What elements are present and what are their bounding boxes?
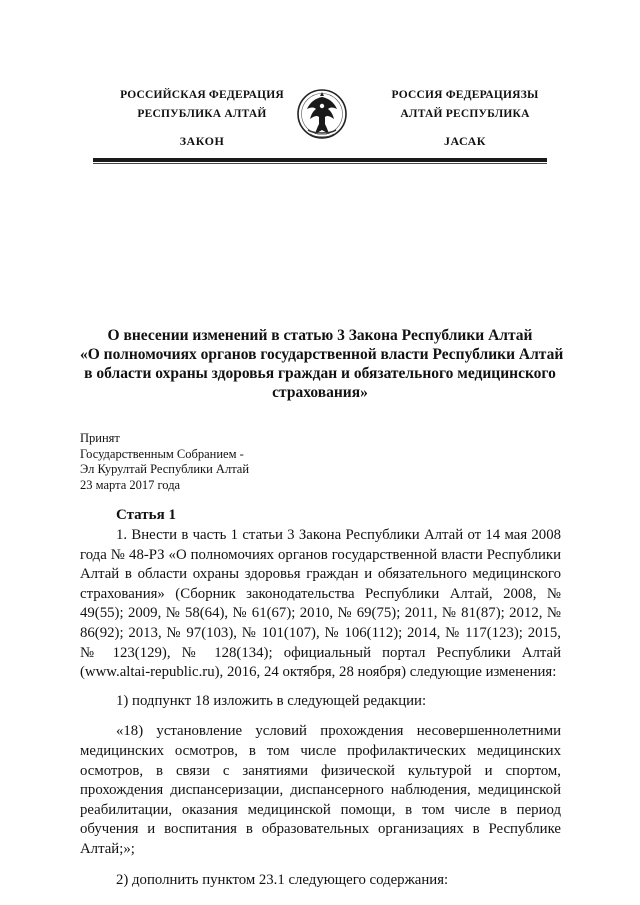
altai-republic-emblem-icon [296, 84, 348, 144]
header-right-country: РОССИЯ ФЕДЕРАЦИЯЗЫ [391, 89, 539, 101]
article-paragraph: 1) подпункт 18 изложить в следующей редакции: [116, 692, 427, 709]
header-divider-thin [93, 163, 547, 164]
law-title-line: страхования» [272, 384, 368, 401]
law-title-line: в области охраны здоровья граждан и обязательного медицинского [84, 365, 556, 382]
header-left-block [87, 86, 317, 151]
header-right-republic: АЛТАЙ РЕСПУБЛИКА [400, 108, 530, 120]
adoption-block [80, 431, 249, 493]
adoption-line: Государственным Собранием - [80, 446, 244, 461]
adoption-line: Принят [80, 431, 120, 445]
law-title-line: О внесении изменений в статью 3 Закона Республики Алтай [107, 327, 533, 344]
header-divider-thick [93, 158, 547, 162]
article-paragraph: 1. Внести в часть 1 статьи 3 Закона Республики Алтай от 14 мая 2008 года № 48-РЗ «О полномочиях органов государственной власти Республики Алтай в области охраны здоровья граждан и обязательного медицинского страхования» (Сборник законодательства Республики Алтай, 2008, № 49(55); 2009, № 58(64), № 61(67); 2010, № 69(75); 2011, № 81(87); 2012, № 86(92); 2013, № 97(103), № 101(107), № 106(112); 2014, № 117(123); 2015, № 123(129), № 128(134); официальный портал Республики Алтай (www.altai-republic.ru), 2016, 24 октября, 28 ноября) следующие изменения: [80, 527, 561, 681]
adoption-date: 23 марта 2017 года [80, 477, 181, 492]
header-right-block [350, 86, 580, 151]
article-heading: Статья 1 [116, 507, 176, 523]
article-paragraph: 2) дополнить пунктом 23.1 следующего содержания: [116, 871, 449, 888]
article-paragraph: «18) установление условий прохождения несовершеннолетними медицинских осмотров, в том числе профилактических медицинских осмотров, в связи с занятиями физической культурой и спортом, прохождения диспансеризации, диспансерного наблюдения, медицинской реабилитации, оказания медицинской помощи, в том числе в период обучения и воспитания в образовательных организациях в Республике Алтай;»; [80, 723, 561, 857]
header-left-country: РОССИЙСКАЯ ФЕДЕРАЦИЯ [120, 89, 284, 101]
law-title-line: «О полномочиях органов государственной власти Республики Алтай [80, 346, 564, 363]
header-right-law: JАСАК [443, 134, 486, 148]
article-body [80, 526, 561, 890]
adoption-line: Эл Курултай Республики Алтай [80, 462, 250, 476]
law-title [80, 326, 564, 402]
header-left-republic: РЕСПУБЛИКА АЛТАЙ [137, 108, 267, 120]
header-left-law: ЗАКОН [179, 134, 225, 148]
